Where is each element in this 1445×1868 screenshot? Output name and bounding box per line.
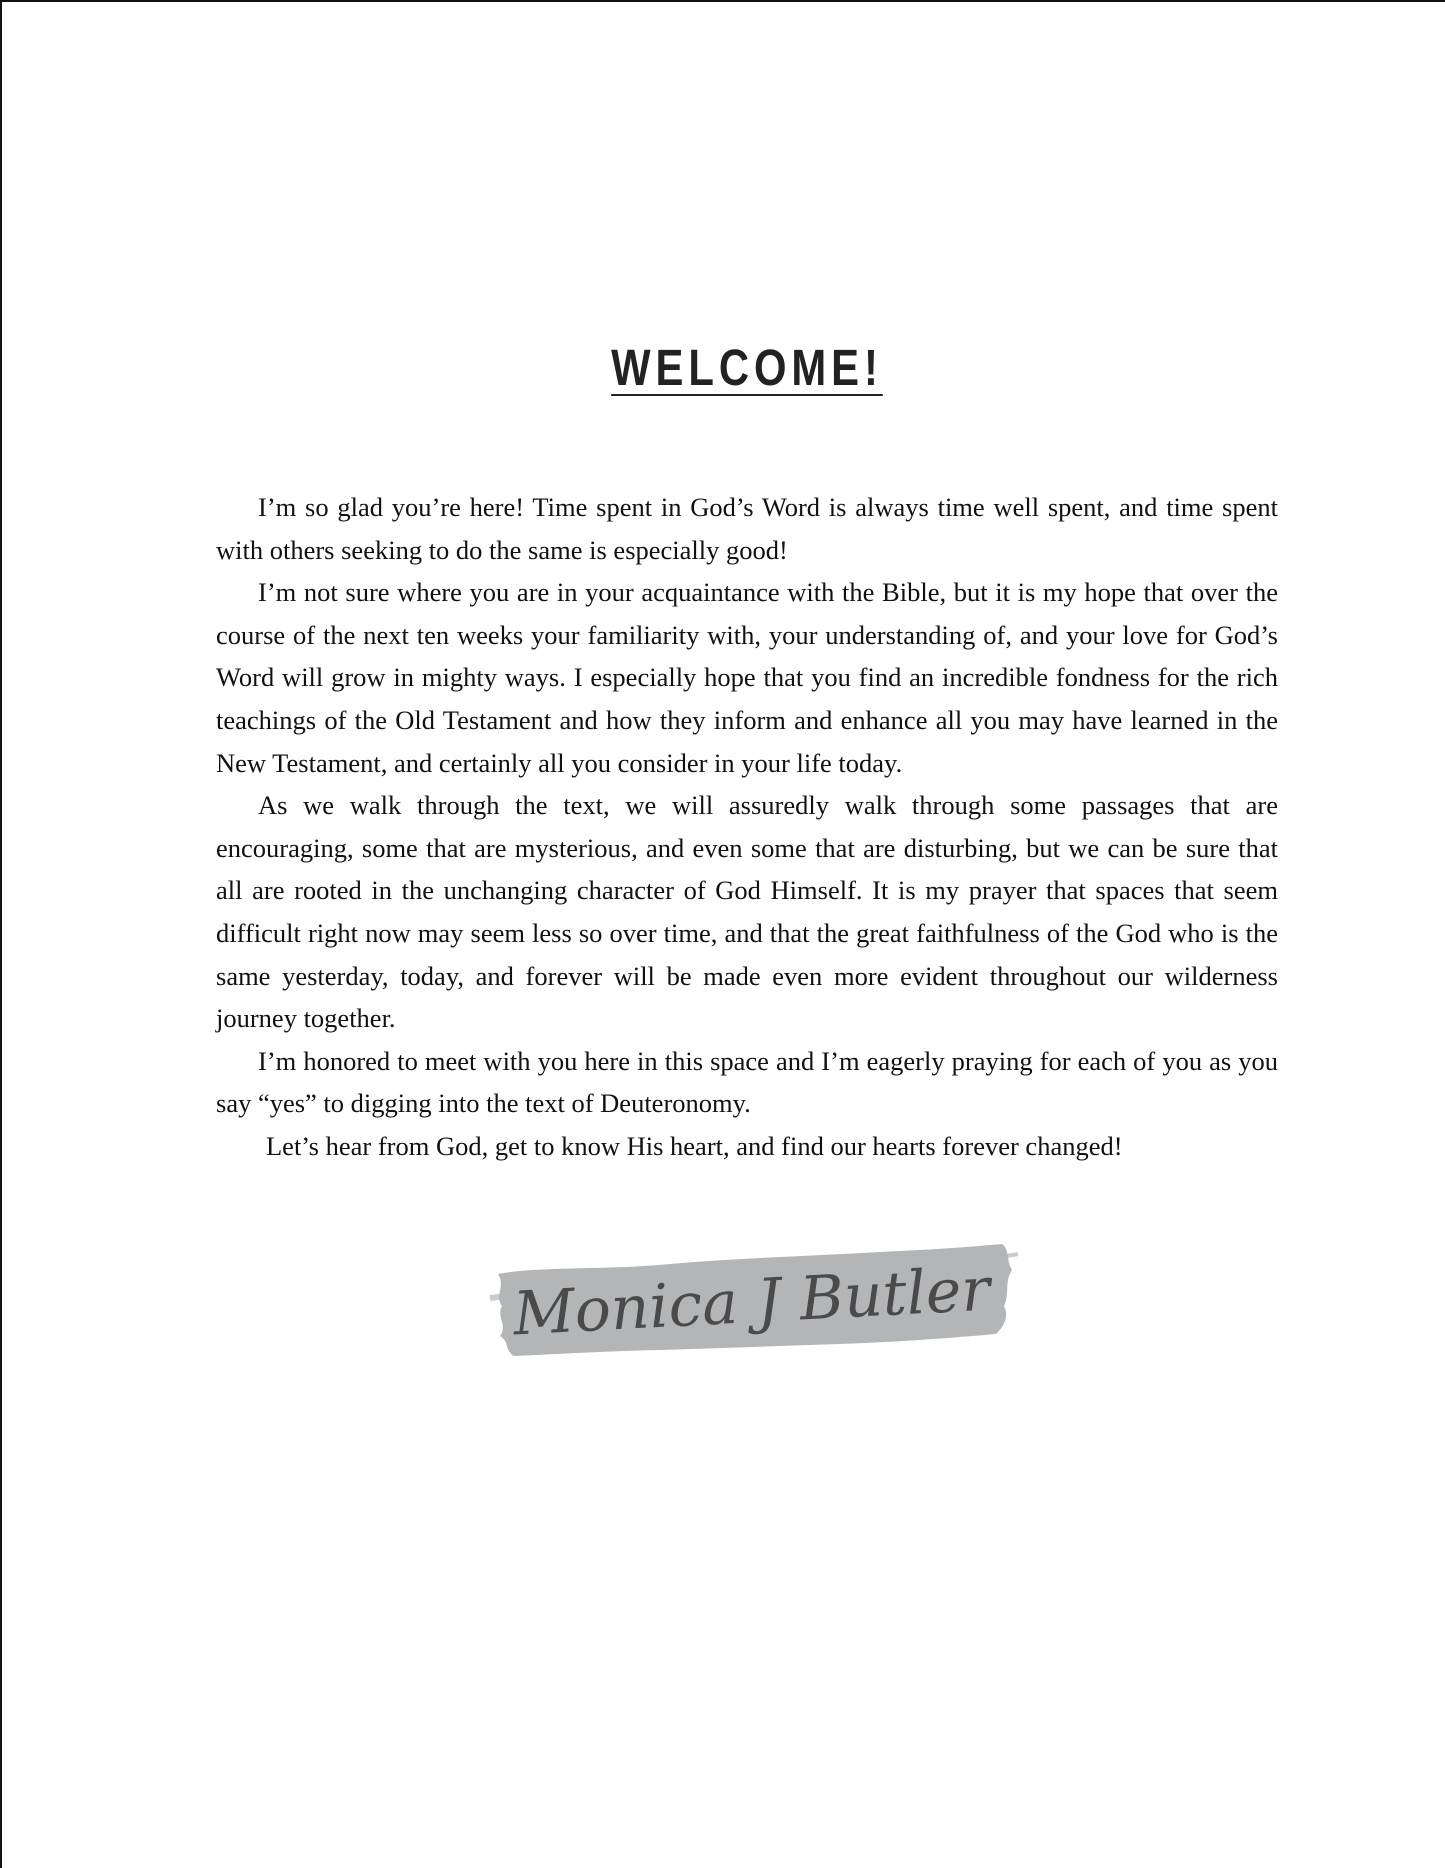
paragraph-4: I’m honored to meet with you here in this space and I’m eagerly praying for each of you as you say “yes” to digging into the text of Deuteronomy. [216,1045,1278,1119]
signature-text: Monica J Butler [511,1254,992,1350]
paragraph-2: I’m not sure where you are in your acquaintance with the Bible, but it is my hope that over the course of the next ten weeks your familiarity with, your understanding of, and your love for God’s Word will grow in mighty ways. I especially hope that you find an incredible fondness for the rich teachings of the Old Testament and how they inform and enhance all you may have learned in the New Testament, and certainly all you consider in your life today. [216,577,1278,778]
signature [480,1230,1018,1366]
signature-brush-stroke [480,1230,1018,1366]
paragraph-3: As we walk through the text, we will assuredly walk through some passages that are encouraging, some that are mysterious, and even some that are disturbing, but we can be sure that all are rooted in the unchanging character of God Himself. It is my prayer that spaces that seem difficult right now may seem less so over time, and that the great faithfulness of the God who is the same yesterday, today, and forever will be made even more evident throughout our wilderness journey together. [216,790,1278,1034]
paragraph-1: I’m so glad you’re here! Time spent in God’s Word is always time well spent, and time spent with others seeking to do the same is especially good! [216,492,1278,565]
paragraph-5: Let’s hear from God, get to know His heart, and find our hearts forever changed! [266,1130,1123,1161]
page-title-text: WELCOME! [611,339,883,396]
page-title [136,338,1358,397]
welcome-letter-body [216,486,1278,1168]
